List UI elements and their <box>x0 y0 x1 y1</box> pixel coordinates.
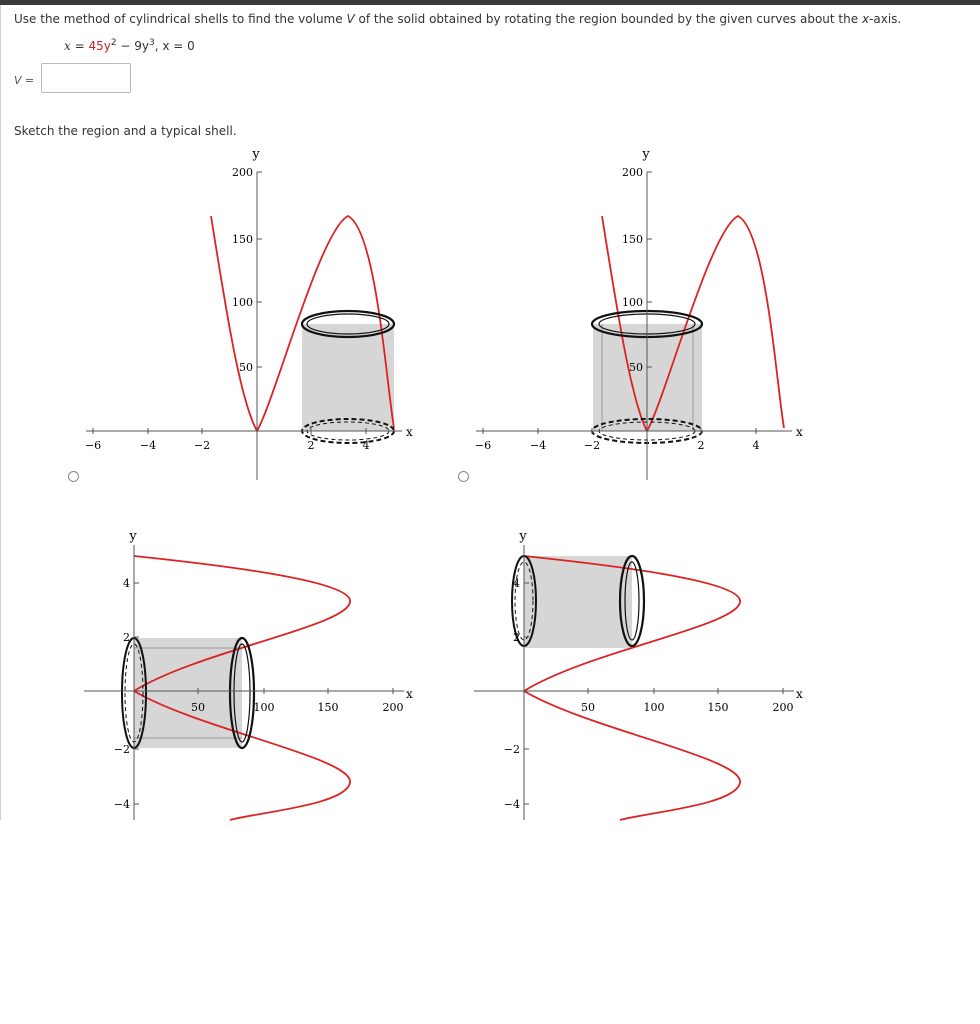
graph1-y-tick-1: 200 <box>232 166 253 179</box>
graph3-x-tick-2: 100 <box>253 701 275 714</box>
graph-4 <box>474 529 803 820</box>
shell-body <box>134 638 242 748</box>
graph-2 <box>475 147 803 480</box>
graph1-y-label: y <box>252 147 260 162</box>
graph1-x-tick-1: −6 <box>84 439 102 452</box>
graph4-x-tick-4: 200 <box>772 701 794 714</box>
graph2-x-tick-5: 4 <box>752 439 760 452</box>
graph3-y-tick-1: 4 <box>123 577 130 590</box>
graph1-x-tick-2: −4 <box>139 439 157 452</box>
graph2-y-label: y <box>642 147 650 162</box>
graph3-x-label: x <box>406 687 413 701</box>
graph1-x-tick-4: 2 <box>307 439 315 452</box>
graph3-y-tick-4: −4 <box>113 798 130 811</box>
graph2-x-label: x <box>796 425 803 439</box>
sketch-prompt: Sketch the region and a typical shell. <box>14 124 237 138</box>
graph4-x-tick-1: 50 <box>581 701 595 714</box>
graph3-y-tick-3: −2 <box>113 743 130 756</box>
graph4-y-tick-4: −4 <box>503 798 520 811</box>
graph1-y-tick-3: 100 <box>232 296 253 309</box>
graph1-y-tick-2: 150 <box>232 233 253 246</box>
equation: $x = 45y^2 - 9y^3$, x = 0 <box>64 38 195 53</box>
graph2-y-tick-2: 150 <box>622 233 643 246</box>
graph1-x-tick-3: −2 <box>193 439 211 452</box>
graph4-y-tick-2: 2 <box>513 631 520 644</box>
graph4-x-label: x <box>796 687 803 701</box>
graph2-x-tick-1: −6 <box>474 439 492 452</box>
graph3-x-tick-3: 150 <box>317 701 339 714</box>
graph3-x-tick-4: 200 <box>382 701 404 714</box>
question-text: Use the method of cylindrical shells to find the volume V of the solid obtained by rotating the region bounded by the given curves about the x-axis. <box>14 12 902 26</box>
shell-body <box>524 556 632 648</box>
graph2-x-tick-2: −4 <box>529 439 547 452</box>
graph1-x-tick-5: 4 <box>362 439 370 452</box>
graph4-y-tick-3: −2 <box>503 743 520 756</box>
graph2-y-tick-4: 50 <box>629 361 643 374</box>
graph4-x-tick-3: 150 <box>707 701 729 714</box>
answer-label: V = <box>14 74 35 87</box>
graph3-x-tick-1: 50 <box>191 701 205 714</box>
graph4-x-tick-2: 100 <box>643 701 665 714</box>
graph2-x-tick-4: 2 <box>697 439 705 452</box>
shell-body <box>302 324 394 431</box>
graph4-y-tick-1: 4 <box>513 577 520 590</box>
graph2-x-tick-3: −2 <box>583 439 601 452</box>
graph1-y-tick-4: 50 <box>239 361 253 374</box>
graph1-x-label: x <box>406 425 413 439</box>
graph-1 <box>85 147 413 480</box>
option-1-radio[interactable] <box>68 471 79 482</box>
graph-3 <box>84 529 413 820</box>
graph4-y-label: y <box>519 529 527 544</box>
graph2-y-tick-1: 200 <box>622 166 643 179</box>
option-2-radio[interactable] <box>458 471 469 482</box>
graph3-y-label: y <box>129 529 137 544</box>
graph2-y-tick-3: 100 <box>622 296 643 309</box>
graph3-y-tick-2: 2 <box>123 631 130 644</box>
